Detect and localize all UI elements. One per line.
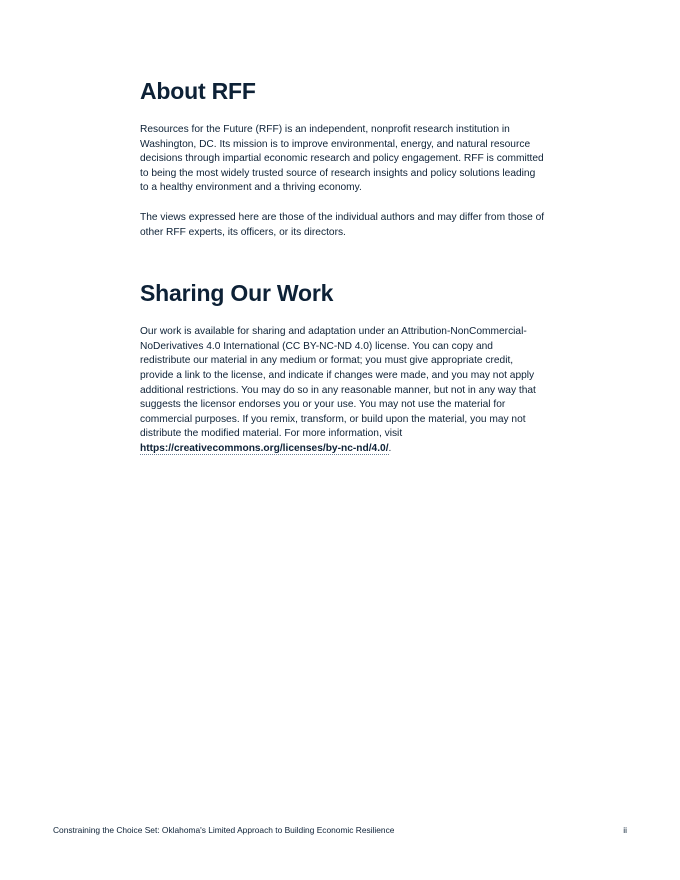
about-paragraph-mission: Resources for the Future (RFF) is an independent, nonprofit research institution in Washington, DC. Its mission is to improve environmental, energy, and natural resource decisions through impartial economic research and policy engagement. RFF is committed to being the most widely trusted source of research insights and policy solutions leading to a healthy environment and a thriving economy.	[140, 124, 544, 194]
about-paragraph-disclaimer: The views expressed here are those of the individual authors and may differ from those of other RFF experts, its officers, or its directors.	[140, 211, 545, 238]
page-content	[140, 76, 545, 457]
sharing-paragraph	[140, 325, 545, 456]
license-link[interactable]: https://creativecommons.org/licenses/by-nc-nd/4.0/	[140, 442, 389, 454]
sharing-heading: Sharing Our Work	[140, 280, 334, 307]
page-footer	[53, 825, 627, 836]
footer-title: Constraining the Choice Set: Oklahoma's Limited Approach to Building Economic Resilience	[53, 825, 395, 835]
sharing-text: Our work is available for sharing and adaptation under an Attribution-NonCommercial-NoDerivatives 4.0 International (CC BY-NC-ND 4.0) license. You can copy and redistribute our material in any medium or format; you must give appropriate credit, provide a link to the license, and indicate if changes were made, and you may not apply additional restrictions. You may do so in any reasonable manner, but not in any way that suggests the licensor endorses you or your use. You may not use the material for commercial purposes. If you remix, transform, or build upon the material, you may not distribute the modified material. For more information, visit	[140, 326, 536, 440]
sharing-period: .	[388, 442, 392, 454]
about-heading: About RFF	[140, 78, 256, 104]
page-number: ii	[623, 825, 627, 835]
